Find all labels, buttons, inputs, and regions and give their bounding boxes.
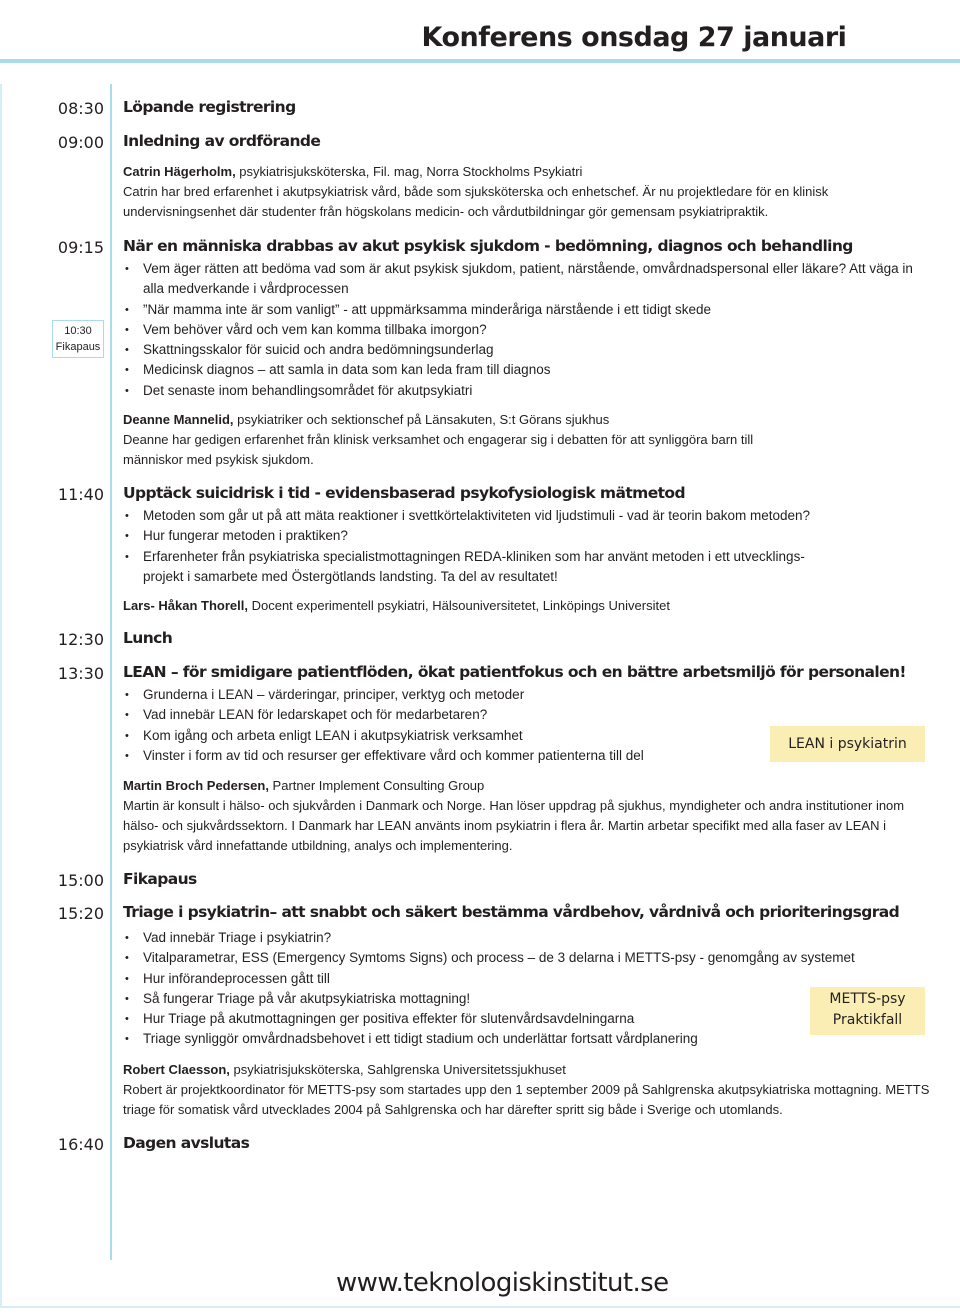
break-time: 10:30: [64, 325, 92, 337]
speaker-role: Docent experimentell psykiatri, Hälsouniversitetet, Linköpings Universitet: [247, 598, 670, 613]
session-lean-bullets: [123, 685, 743, 766]
footer-url: www.teknologiskinstitut.se: [336, 1268, 669, 1298]
session-closing-title: Dagen avslutas: [123, 1134, 250, 1152]
session-opening-title: Inledning av ordförande: [123, 132, 321, 150]
time-1520: 15:20: [57, 904, 104, 923]
session-lean-bio: Martin är konsult i hälso- och sjukvården i Danmark och Norge. Han löser uppdrag på sjukhus, myndigheter och andra institutioner inom hälso- och sjukvårdssektorn. I Danmark har LEAN använts inom psykiatrin i flera år. Martin arbetar specifikt med alla faser av LEAN i psykiatrisk vård innefattande utbildning, analys och implementering.: [123, 798, 905, 853]
speaker-name: Lars- Håkan Thorell,: [123, 598, 248, 613]
time-0830: 08:30: [57, 99, 104, 118]
list-item: • Medicinsk diagnos – att samla in data som kan leda fram till diagnos: [123, 360, 933, 380]
list-item: • Metoden som går ut på att mäta reaktioner i svettkörtelaktiviteten vid ljudstimuli - vad är teorin bakom metoden?: [123, 506, 843, 526]
session-coffee-title: Fikapaus: [123, 870, 197, 888]
session-lunch-title: Lunch: [123, 629, 173, 647]
list-item: • Hur införandeprocessen gått till: [123, 969, 883, 989]
session-acute-bullets: [123, 259, 933, 401]
break-badge: [52, 320, 104, 358]
list-item: • Vad innebär Triage i psykiatrin?: [123, 928, 883, 948]
session-suicide-speaker: [123, 596, 933, 616]
time-1640: 16:40: [57, 1135, 104, 1154]
list-item: • Triage synliggör omvårdnadsbehovet i ett tidigt stadium och underlättar fortsatt vårdplanering: [123, 1029, 883, 1049]
session-acute-title: När en människa drabbas av akut psykisk sjukdom - bedömning, diagnos och behandling: [123, 237, 853, 255]
session-registration-title: Löpande registrering: [123, 98, 296, 116]
time-1230: 12:30: [57, 630, 104, 649]
time-0915: 09:15: [57, 238, 104, 257]
list-item: • Vem äger rätten att bedöma vad som är akut psykisk sjukdom, patient, närstående, omvårdnadspersonal eller läkare? Att väga in alla medverkande i vårdprocessen: [123, 259, 933, 300]
list-item: • Kom igång och arbeta enligt LEAN i akutpsykiatrisk verksamhet: [123, 726, 743, 746]
lean-tag: LEAN i psykiatrin: [770, 726, 925, 762]
header-bar: [0, 0, 960, 63]
list-item: • Grunderna i LEAN – värderingar, principer, verktyg och metoder: [123, 685, 743, 705]
session-acute-bio: Deanne har gedigen erfarenhet från klinisk verksamhet och engagerar sig i debatten för att synliggöra barn till människor med psykisk sjukdom.: [123, 432, 754, 467]
metts-tag-line1: METTS-psy: [829, 991, 906, 1007]
time-1330: 13:30: [57, 664, 104, 683]
speaker-role: psykiatrisjuksköterska, Sahlgrenska Universitetssjukhuset: [229, 1062, 566, 1077]
frame-bottom-border: [0, 1306, 960, 1308]
session-suicide-title: Upptäck suicidrisk i tid - evidensbaserad psykofysiologisk mätmetod: [123, 484, 685, 502]
session-opening-bio: Catrin har bred erfarenhet i akutpsykiatrisk vård, både som sjuksköterska och enhetschef. Är nu projektledare för en klinisk undervisningsenhet där studenter från högskolans medicin- och vårdutbildningar gör gemensam psykiatripraktik.: [123, 184, 829, 219]
speaker-name: Martin Broch Pedersen,: [123, 778, 269, 793]
session-suicide-bullets: [123, 506, 843, 587]
time-1140: 11:40: [57, 485, 104, 504]
list-item: • Vad innebär LEAN för ledarskapet och för medarbetaren?: [123, 705, 743, 725]
session-lean-speaker: [123, 776, 933, 796]
session-opening-speaker: [123, 162, 933, 182]
speaker-name: Catrin Hägerholm,: [123, 164, 236, 179]
time-1500: 15:00: [57, 871, 104, 890]
session-triage-speaker: [123, 1060, 933, 1080]
list-item: • Vitalparametrar, ESS (Emergency Symtoms Signs) och process – de 3 delarna i METTS-psy - genomgång av systemet: [123, 948, 883, 968]
list-item: • Så fungerar Triage på vår akutpsykiatriska mottagning!: [123, 989, 883, 1009]
session-triage-bio: Robert är projektkoordinator för METTS-psy som startades upp den 1 september 2009 på Sahlgrenska akutpsykiatriska mottagning. METTS triage för somatisk vård utvecklades 2004 på Sahlgrenska och har därefter spritt sig både i Sverige och utomlands.: [123, 1082, 930, 1117]
list-item: • ”När mamma inte är som vanligt” - att uppmärksamma minderåriga närstående i ett tidigt skede: [123, 300, 933, 320]
session-acute-speaker: [123, 410, 933, 430]
speaker-name: Deanne Mannelid,: [123, 412, 234, 427]
list-item: • Det senaste inom behandlingsområdet för akutpsykiatri: [123, 381, 933, 401]
speaker-role: psykiatriker och sektionschef på Länsakuten, S:t Görans sjukhus: [233, 412, 610, 427]
session-triage-bullets: [123, 928, 883, 1050]
timeline-rail: [110, 84, 112, 1260]
metts-tag-line2: Praktikfall: [832, 1012, 903, 1028]
speaker-role: Partner Implement Consulting Group: [268, 778, 485, 793]
list-item: • Skattningsskalor för suicid och andra bedömningsunderlag: [123, 340, 933, 360]
metts-tag: [810, 987, 925, 1035]
time-0900: 09:00: [57, 133, 104, 152]
session-lean-title: LEAN – för smidigare patientflöden, ökat patientfokus och en bättre arbetsmiljö för personalen!: [123, 663, 906, 681]
list-item: • Erfarenheter från psykiatriska specialistmottagningen REDA-kliniken som har använt metoden i ett utvecklings-projekt i samarbete med Östergötlands landsting. Ta del av resultatet!: [123, 547, 843, 588]
speaker-role: psykiatrisjuksköterska, Fil. mag, Norra Stockholms Psykiatri: [235, 164, 583, 179]
list-item: • Vinster i form av tid och resurser ger effektivare vård och kommer patienterna till del: [123, 746, 743, 766]
page-title: Konferens onsdag 27 januari: [421, 22, 847, 53]
frame-left-border: [0, 84, 2, 1308]
list-item: • Vem behöver vård och vem kan komma tillbaka imorgon?: [123, 320, 933, 340]
session-triage-title: Triage i psykiatrin– att snabbt och säkert bestämma vårdbehov, vårdnivå och prioriteringsgrad: [123, 903, 900, 921]
break-label: Fikapaus: [55, 341, 101, 353]
list-item: • Hur Triage på akutmottagningen ger positiva effekter för slutenvårdsavdelningarna: [123, 1009, 883, 1029]
list-item: • Hur fungerar metoden i praktiken?: [123, 526, 843, 546]
speaker-name: Robert Claesson,: [123, 1062, 230, 1077]
